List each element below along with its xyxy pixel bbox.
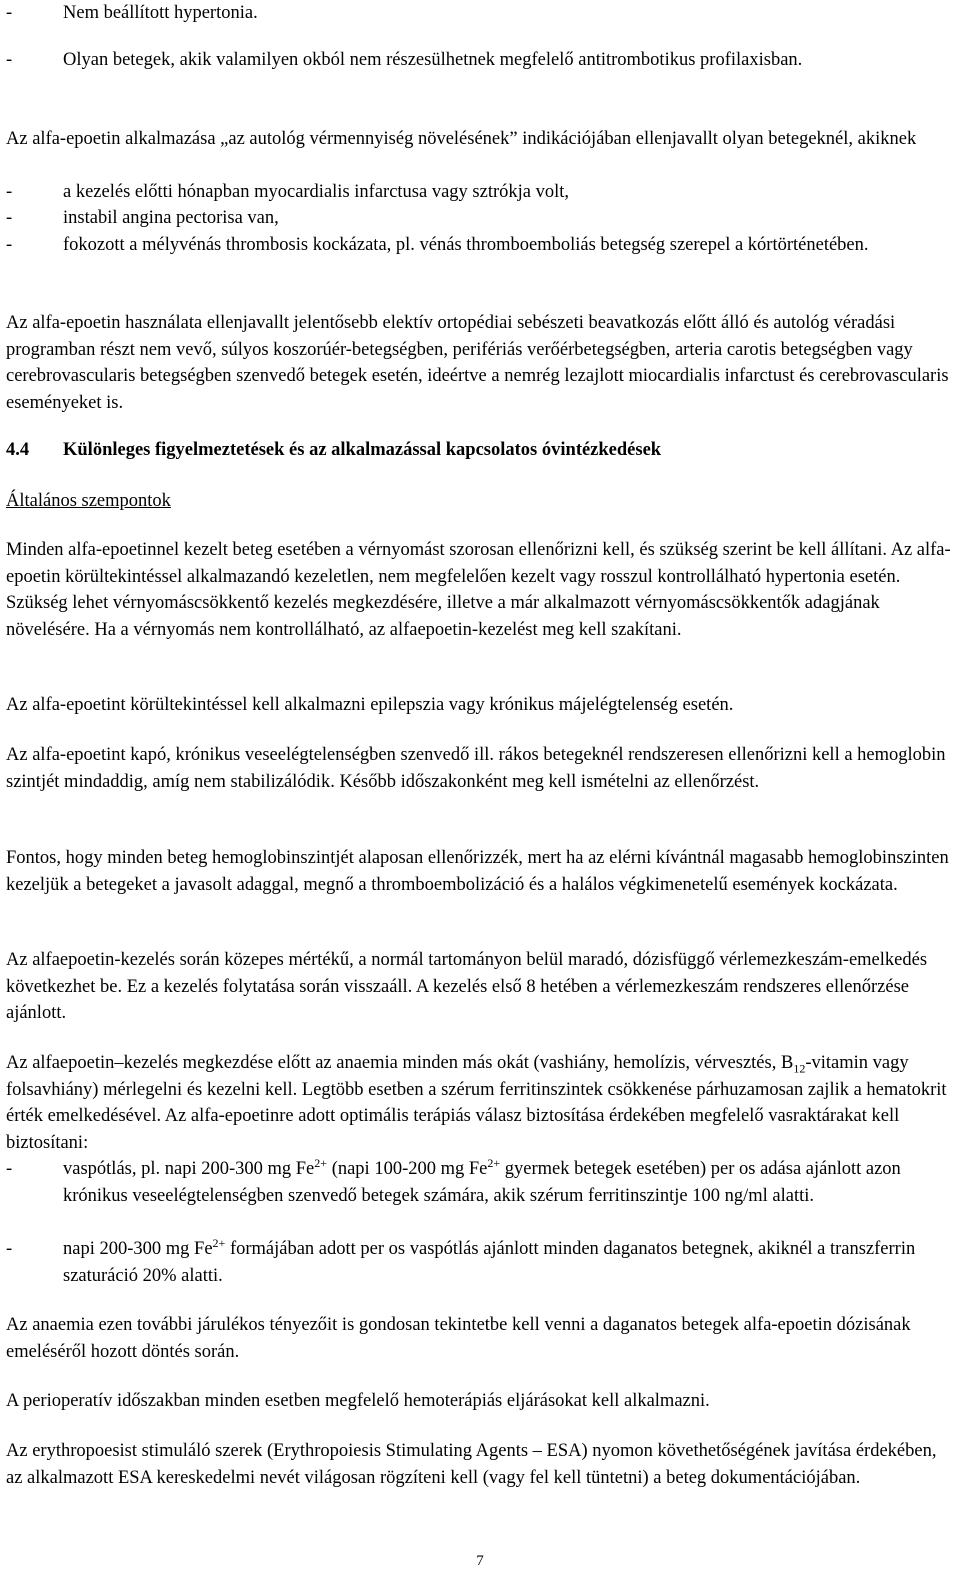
anaemia-text-1: Az alfaepoetin–kezelés megkezdése előtt az anaemia minden más okát (vashiány, hemolízis, vérvesztés, B <box>6 1053 794 1073</box>
text-run: vaspótlás, pl. napi 200-300 mg Fe <box>63 1159 315 1179</box>
list-item-text: Nem beállított hypertonia. <box>63 3 258 23</box>
anaemia-paragraph <box>6 1050 956 1156</box>
list-item <box>6 0 956 27</box>
paragraph: Fontos, hogy minden beteg hemoglobinszintjét alaposan ellenőrizzék, mert ha az elérni kívántnál magasabb hemoglobinszinten kezeljük a betegeket a javasolt adaggal, megnő a thromboembolizáció és a halálos végkimenetelű események kockázata. <box>6 848 949 895</box>
list-bullet: - <box>6 182 13 202</box>
superscript: 2+ <box>487 1155 501 1170</box>
text-run: gyermek betegek esetében) per os adása ajánlott azon krónikus veseelégtelenségben szenvedő betegek számára, akik szérum ferritinszintje 100 ng/ml alatti. <box>63 1159 901 1206</box>
anaemia-text-2: -vitamin vagy folsavhiány) mérlegelni és kezelni kell. Legtöbb esetben a szérum ferritinszintek csökkenése párhuzamosan zajlik a hematokrit érték emelkedésével. Az alfa-epoetinre adott optimális terápiás válasz biztosítása érdekében megfelelő vasraktárakat kell biztosítani: <box>6 1053 947 1153</box>
paragraph: Az alfaepoetin-kezelés során közepes mértékű, a normál tartományon belül maradó, dózisfüggő vérlemezkeszám-emelkedés következhet be. Ez a kezelés folytatása során visszaáll. A kezelés első 8 hetében a vérlemezkeszám rendszeres ellenőrzése ajánlott. <box>6 950 928 1023</box>
autologous-intro: Az alfa-epoetin alkalmazása „az autológ vérmennyiség növelésének” indikációjában ellenjavallt olyan betegeknél, akiknek <box>6 129 917 149</box>
list-item-text <box>63 1156 956 1209</box>
list-bullet: - <box>6 235 13 255</box>
list-item-text: Olyan betegek, akik valamilyen okból nem részesülhetnek megfelelő antitrombotikus profilaxisban. <box>63 50 803 70</box>
list-item-text: fokozott a mélyvénás thrombosis kockázata, pl. vénás thromboemboliás betegség szerepel a kórtörténetében. <box>63 235 869 255</box>
section-number: 4.4 <box>6 440 30 460</box>
section-title: Különleges figyelmeztetések és az alkalmazással kapcsolatos óvintézkedések <box>63 440 662 460</box>
list-item <box>6 205 956 232</box>
text-run: napi 200-300 mg Fe <box>63 1239 213 1259</box>
list-item <box>6 232 956 259</box>
list-item <box>6 47 956 74</box>
paragraph: Az erythropoesist stimuláló szerek (Erythropoiesis Stimulating Agents – ESA) nyomon követhetőségének javítása érdekében, az alkalmazott ESA kereskedelmi nevét világosan rögzíteni kell (vagy fel kell tüntetni) a beteg dokumentációjában. <box>6 1441 937 1488</box>
list-bullet: - <box>6 50 13 70</box>
list-item <box>6 1236 956 1289</box>
anaemia-subscript: 12 <box>793 1061 806 1076</box>
list-item-text: instabil angina pectorisa van, <box>63 208 279 228</box>
superscript: 2+ <box>314 1155 328 1170</box>
text-run: (napi 100-200 mg Fe <box>327 1159 488 1179</box>
paragraph: Az anaemia ezen további járulékos tényezőit is gondosan tekintetbe kell venni a daganatos betegek alfa-epoetin dózisának emeléséről hozott döntés során. <box>6 1315 911 1362</box>
paragraph: Az alfa-epoetint körültekintéssel kell alkalmazni epilepszia vagy krónikus májelégtelenség esetén. <box>6 695 734 715</box>
list-item-text: a kezelés előtti hónapban myocardialis infarctusa vagy sztrókja volt, <box>63 182 570 202</box>
list-bullet: - <box>6 3 13 23</box>
subheading: Általános szempontok <box>6 491 171 511</box>
text-run: formájában adott per os vaspótlás ajánlott minden daganatos betegnek, akiknél a transzferrin szaturáció 20% alatti. <box>63 1239 916 1286</box>
paragraph: Minden alfa-epoetinnel kezelt beteg esetében a vérnyomást szorosan ellenőrizni kell, és szükség szerint be kell állítani. Az alfa-epoetin körültekintéssel alkalmazandó kezeletlen, nem megfelelően kezelt vagy rosszul kontrollálható hypertonia esetén. Szükség lehet vérnyomáscsökkentő kezelés megkezdésére, illetve a már alkalmazott vérnyomáscsökkentők adagjának növelésére. Ha a vérnyomás nem kontrollálható, az alfaepoetin-kezelést meg kell szakítani. <box>6 540 951 640</box>
paragraph: Az alfa-epoetint kapó, krónikus veseelégtelenségben szenvedő ill. rákos betegeknél rendszeresen ellenőrizni kell a hemoglobin szintjét mindaddig, amíg nem stabilizálódik. Később időszakonként meg kell ismételni az ellenőrzést. <box>6 745 946 792</box>
section-heading <box>6 437 956 464</box>
list-bullet: - <box>6 208 13 228</box>
list-item <box>6 1156 956 1209</box>
list-bullet: - <box>6 1159 13 1179</box>
superscript: 2+ <box>212 1235 226 1250</box>
paragraph: A perioperatív időszakban minden esetben megfelelő hemoterápiás eljárásokat kell alkalmazni. <box>6 1391 710 1411</box>
list-item-text <box>63 1236 956 1289</box>
list-item <box>6 179 956 206</box>
page-number: 7 <box>476 1553 484 1569</box>
list-bullet: - <box>6 1239 13 1259</box>
orthopedic-paragraph: Az alfa-epoetin használata ellenjavallt jelentősebb elektív ortopédiai sebészeti beavatkozás előtt álló és autológ véradási programban részt nem vevő, súlyos koszorúér-betegségben, perifériás verőérbetegségben, arteria carotis betegségben vagy cerebrovascularis betegségben szenvedő betegek esetén, ideértve a nemrég lezajlott miocardialis infarctust és cerebrovascularis eseményeket is. <box>6 313 949 413</box>
